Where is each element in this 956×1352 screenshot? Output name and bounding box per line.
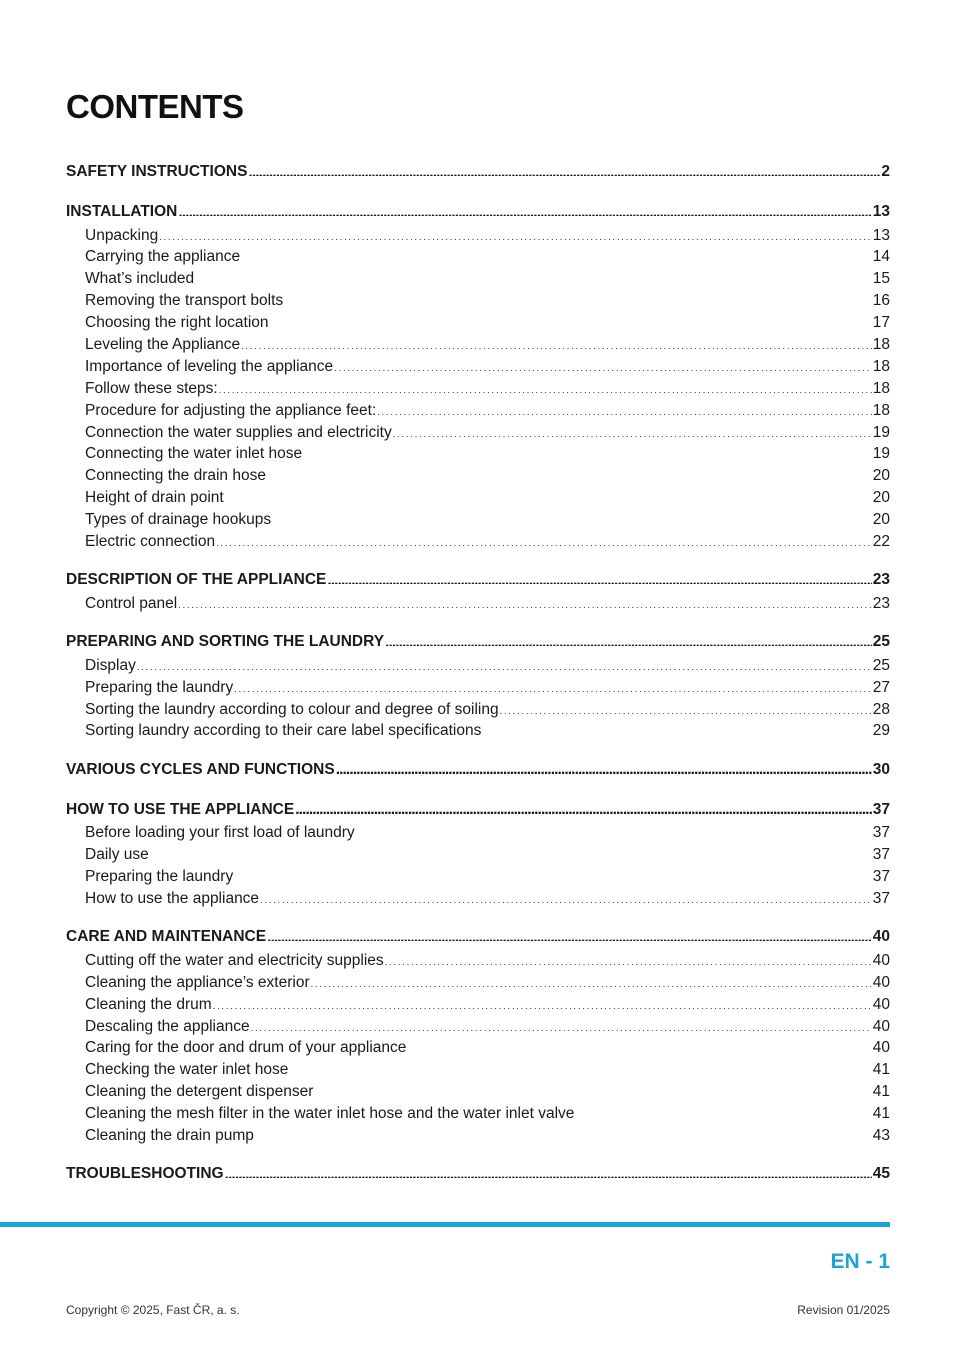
dot-leader [241, 333, 872, 349]
dot-leader [178, 592, 872, 608]
dot-leader [178, 201, 871, 217]
toc-section-heading-label: HOW TO USE THE APPLIANCE [66, 800, 295, 818]
toc-entry-page-number: 37 [872, 868, 890, 886]
dot-leader [334, 355, 872, 371]
dot-leader [385, 631, 872, 647]
toc-entry[interactable] [66, 971, 890, 993]
toc-entry[interactable] [66, 487, 890, 509]
toc-entry-page-number: 25 [872, 656, 890, 674]
toc-entry-page-number: 43 [872, 1127, 890, 1144]
toc-section-heading-label: VARIOUS CYCLES AND FUNCTIONS [66, 760, 335, 778]
toc-entry[interactable] [66, 698, 890, 720]
toc-section-heading[interactable] [66, 160, 890, 184]
toc-section-heading-page-number: 40 [872, 928, 890, 946]
toc-entry-page-number: 22 [872, 532, 890, 550]
toc-entry[interactable] [66, 844, 890, 866]
dot-leader [260, 887, 872, 903]
toc-entry-page-number: 15 [872, 270, 890, 288]
toc-section-heading-page-number: 2 [881, 163, 890, 180]
toc-entry-page-number: 14 [872, 248, 890, 266]
dot-leader [251, 1015, 872, 1031]
toc-entry-page-number: 16 [872, 292, 890, 310]
toc-entry-page-number: 13 [872, 226, 890, 244]
toc-entry-page-number: 19 [872, 445, 890, 463]
toc-entry[interactable] [66, 530, 890, 552]
toc-entry[interactable] [66, 268, 890, 290]
toc-entry-label: Checking the water inlet hose [85, 1061, 289, 1079]
toc-entry-page-number: 18 [872, 379, 890, 397]
toc-entry-page-number: 28 [872, 700, 890, 718]
toc-entry-page-number: 20 [872, 467, 890, 485]
toc-entry[interactable] [66, 377, 890, 399]
toc-entry[interactable] [66, 1103, 890, 1125]
toc-entry-label: Display [85, 656, 136, 674]
revision-label: Revision 01/2025 [797, 1303, 890, 1317]
toc-entry-label: Height of drain point [85, 489, 224, 507]
dot-leader [407, 1037, 871, 1053]
dot-leader [267, 926, 872, 942]
toc-entry-label: Sorting laundry according to their care label specifications [85, 722, 482, 740]
footer-divider [0, 1222, 890, 1227]
dot-leader [377, 399, 872, 415]
toc-entry-page-number: 18 [872, 357, 890, 375]
toc-section [66, 758, 890, 782]
toc-entry[interactable] [66, 822, 890, 844]
toc-entry-page-number: 27 [872, 678, 890, 696]
toc-section-heading[interactable] [66, 758, 890, 782]
toc-entry-label: Sorting the laundry according to colour and degree of soiling [85, 700, 499, 718]
toc-section-heading-label: PREPARING AND SORTING THE LAUNDRY [66, 633, 385, 651]
toc-entry[interactable] [66, 592, 890, 614]
toc-entry[interactable] [66, 246, 890, 268]
toc-section-heading-page-number: 23 [872, 571, 890, 589]
toc-section-heading-page-number: 30 [872, 760, 890, 778]
toc-entry-label: Cleaning the appliance’s exterior [85, 973, 310, 991]
dot-leader [213, 993, 872, 1009]
toc-entry-label: Connection the water supplies and electricity [85, 423, 392, 441]
toc-entry-label: Types of drainage hookups [85, 511, 272, 529]
toc-section-heading[interactable] [66, 1162, 890, 1186]
dot-leader [195, 268, 872, 284]
toc-entry-page-number: 40 [872, 973, 890, 991]
toc-entry-label: Cutting off the water and electricity supplies [85, 951, 384, 969]
dot-leader [284, 290, 872, 306]
toc-entry[interactable] [66, 1015, 890, 1037]
dot-leader [267, 465, 872, 481]
toc-section-heading[interactable] [66, 925, 890, 949]
dot-leader [137, 654, 872, 670]
toc-entry-label: Cleaning the drain pump [85, 1127, 254, 1144]
toc-entry-label: Electric connection [85, 532, 216, 550]
toc-section-heading-label: TROUBLESHOOTING [66, 1165, 224, 1183]
toc-section-heading-page-number: 45 [872, 1165, 890, 1183]
toc-entry-page-number: 37 [872, 889, 890, 907]
toc-entry-label: Before loading your first load of laundry [85, 824, 355, 842]
toc-section-heading-page-number: 37 [872, 800, 890, 818]
toc-section-heading[interactable] [66, 798, 890, 822]
toc-entry-page-number: 23 [872, 594, 890, 612]
toc-entry-page-number: 20 [872, 489, 890, 507]
toc-entry-page-number: 40 [872, 951, 890, 969]
toc-entry-page-number: 37 [872, 846, 890, 864]
toc-entry-label: Cleaning the drum [85, 995, 212, 1013]
dot-leader [295, 798, 872, 814]
toc-section-heading[interactable] [66, 568, 890, 592]
toc-entry-page-number: 40 [872, 995, 890, 1013]
dot-leader [500, 698, 872, 714]
toc-entry-page-number: 40 [872, 1017, 890, 1035]
dot-leader [234, 866, 872, 882]
toc-entry-label: Preparing the laundry [85, 868, 234, 886]
toc-entry-label: Removing the transport bolts [85, 292, 284, 310]
toc-entry-label: Caring for the door and drum of your appliance [85, 1039, 407, 1057]
dot-leader [248, 161, 880, 177]
dot-leader [150, 844, 872, 860]
toc-entry[interactable] [66, 1059, 890, 1081]
toc-section-heading[interactable] [66, 630, 890, 654]
toc-entry[interactable] [66, 866, 890, 888]
toc-section [66, 160, 890, 184]
toc-entry[interactable] [66, 421, 890, 443]
dot-leader [356, 822, 872, 838]
toc-entry-label: What’s included [85, 270, 195, 288]
toc-entry-label: Cleaning the detergent dispenser [85, 1083, 314, 1101]
copyright-notice: Copyright © 2025, Fast ČR, a. s. [66, 1303, 240, 1317]
toc-entry-page-number: 40 [872, 1039, 890, 1057]
toc-entry[interactable] [66, 654, 890, 676]
toc-entry-label: How to use the appliance [85, 889, 260, 907]
toc-entry-page-number: 41 [872, 1061, 890, 1079]
toc-entry-page-number: 18 [872, 401, 890, 419]
toc-entry-label: Follow these steps: [85, 379, 218, 397]
toc-entry[interactable] [66, 993, 890, 1015]
dot-leader [255, 1125, 872, 1141]
toc-entry-label: Leveling the Appliance [85, 335, 241, 353]
toc-section [66, 1162, 890, 1186]
toc-entry-label: Daily use [85, 846, 149, 864]
toc-entry-page-number: 29 [872, 722, 890, 740]
toc-entry-page-number: 19 [872, 423, 890, 441]
dot-leader [289, 1059, 871, 1075]
toc-entry-page-number: 41 [872, 1083, 890, 1101]
toc-entry[interactable] [66, 1081, 890, 1103]
toc-section [66, 630, 890, 742]
toc-section-heading[interactable] [66, 200, 890, 224]
dot-leader [270, 312, 872, 328]
toc-entry[interactable] [66, 676, 890, 698]
dot-leader [482, 720, 871, 736]
dot-leader [336, 758, 872, 774]
page-title: CONTENTS [66, 88, 244, 125]
toc-entry-label: Descaling the appliance [85, 1017, 250, 1035]
dot-leader [311, 971, 872, 987]
dot-leader [219, 377, 872, 393]
toc-section-heading-label: CARE AND MAINTENANCE [66, 928, 267, 946]
toc-entry[interactable] [66, 720, 890, 742]
toc-section-heading-label: INSTALLATION [66, 203, 178, 220]
dot-leader [241, 246, 872, 262]
toc-entry[interactable] [66, 399, 890, 421]
toc-entry-page-number: 37 [872, 824, 890, 842]
toc-entry-label: Connecting the drain hose [85, 467, 266, 485]
dot-leader [272, 509, 872, 525]
dot-leader [575, 1103, 871, 1119]
dot-leader [314, 1081, 871, 1097]
table-of-contents [66, 160, 890, 1202]
toc-entry[interactable] [66, 509, 890, 531]
toc-entry-page-number: 41 [872, 1105, 890, 1123]
toc-entry[interactable] [66, 443, 890, 465]
toc-entry[interactable] [66, 1125, 890, 1147]
toc-entry[interactable] [66, 887, 890, 909]
dot-leader [393, 421, 872, 437]
toc-entry-label: Connecting the water inlet hose [85, 445, 303, 463]
toc-entry[interactable] [66, 224, 890, 246]
toc-entry[interactable] [66, 312, 890, 334]
toc-entry-label: Importance of leveling the appliance [85, 357, 334, 375]
dot-leader [216, 530, 872, 546]
toc-entry-label: Preparing the laundry [85, 678, 234, 696]
toc-entry-label: Procedure for adjusting the appliance feet: [85, 401, 377, 419]
dot-leader [225, 1163, 872, 1179]
toc-entry[interactable] [66, 290, 890, 312]
toc-section [66, 568, 890, 614]
toc-entry[interactable] [66, 333, 890, 355]
toc-entry[interactable] [66, 949, 890, 971]
toc-entry-label: Control panel [85, 594, 178, 612]
dot-leader [327, 569, 871, 585]
toc-entry[interactable] [66, 1037, 890, 1059]
toc-entry-label: Choosing the right location [85, 314, 269, 332]
toc-entry-label: Unpacking [85, 226, 159, 244]
dot-leader [234, 676, 872, 692]
dot-leader [225, 487, 872, 503]
toc-entry-page-number: 17 [872, 314, 890, 332]
toc-section-heading-label: SAFETY INSTRUCTIONS [66, 163, 248, 180]
toc-entry-page-number: 18 [872, 335, 890, 353]
toc-entry-page-number: 20 [872, 511, 890, 529]
dot-leader [159, 224, 872, 240]
toc-section-heading-page-number: 25 [872, 633, 890, 651]
toc-section [66, 200, 890, 552]
toc-section [66, 925, 890, 1146]
toc-section-heading-page-number: 13 [872, 203, 890, 220]
dot-leader [303, 443, 872, 459]
dot-leader [385, 949, 872, 965]
toc-section [66, 798, 890, 910]
toc-section-heading-label: DESCRIPTION OF THE APPLIANCE [66, 571, 327, 589]
toc-entry-label: Cleaning the mesh filter in the water inlet hose and the water inlet valve [85, 1105, 575, 1123]
page-number: EN - 1 [830, 1250, 890, 1273]
toc-entry[interactable] [66, 355, 890, 377]
toc-entry-label: Carrying the appliance [85, 248, 241, 266]
toc-entry[interactable] [66, 465, 890, 487]
